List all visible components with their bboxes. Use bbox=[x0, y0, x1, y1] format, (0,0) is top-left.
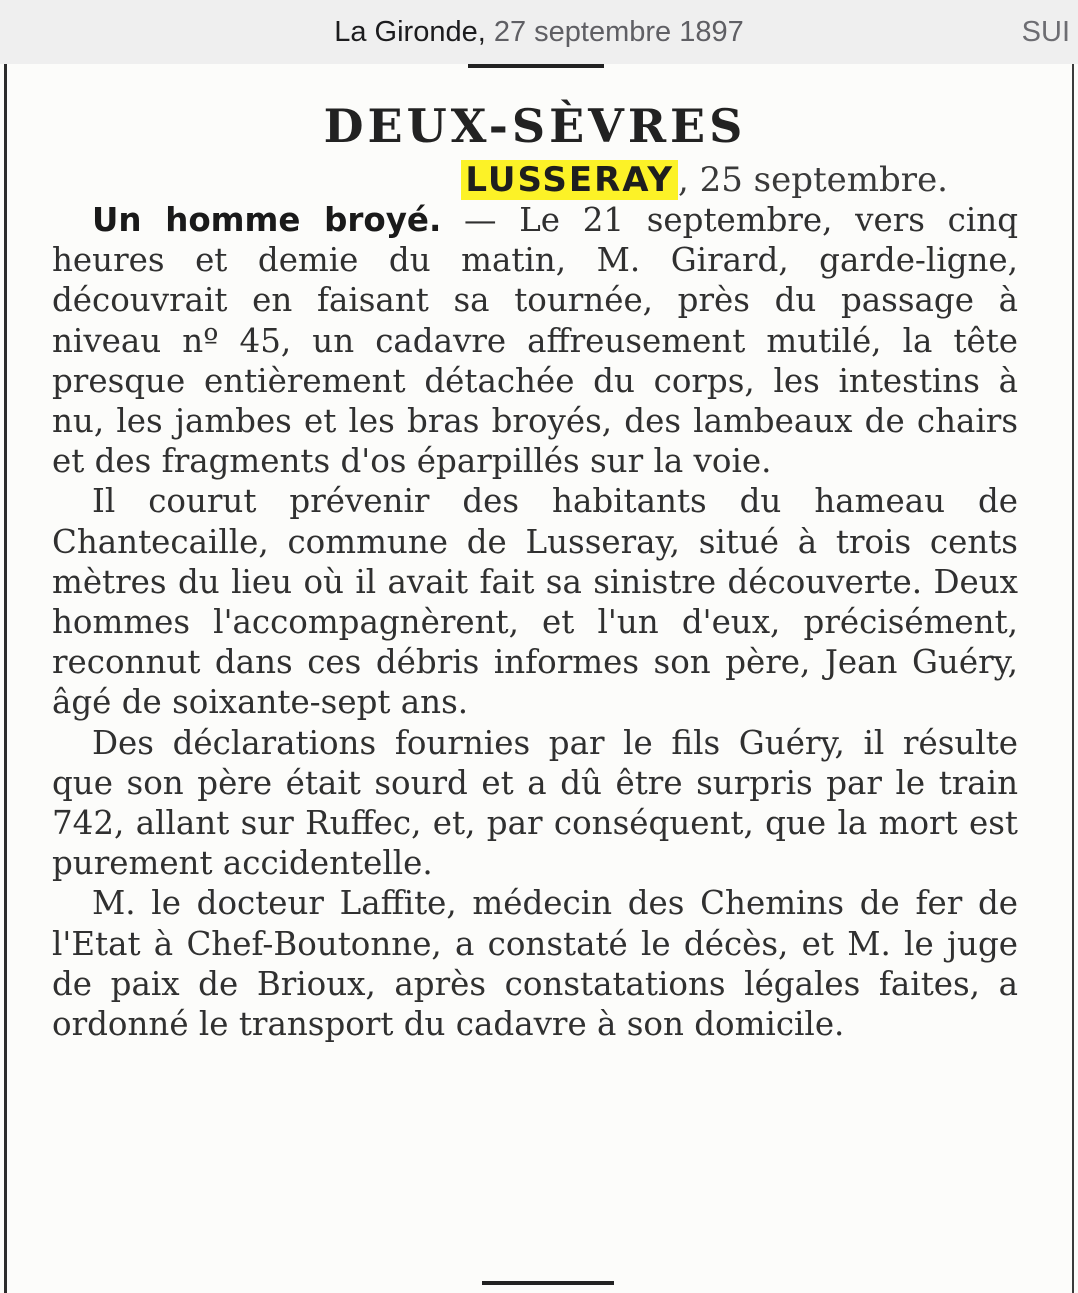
lead-title: Un homme broyé. bbox=[92, 201, 442, 239]
paragraph-1-text: — Le 21 septembre, vers cinq heures et demie du matin, M. Girard, garde-ligne, découvrait en faisant sa tournée, près du passage à niveau nº 45, un cadavre affreusement mutilé, la tête presque entièrement détachée du corps, les intestins à nu, les jambes et les bras broyés, des lambeaux de chairs et des fragments d'os éparpillés sur la voie. bbox=[52, 201, 1018, 481]
paragraph-1 bbox=[52, 200, 1018, 481]
next-button[interactable]: SUI bbox=[1021, 16, 1070, 48]
article bbox=[52, 100, 1018, 1044]
column-rule-right bbox=[1072, 64, 1074, 1293]
column-rule-left bbox=[4, 64, 7, 1293]
separator-bottom bbox=[482, 1281, 614, 1285]
publication-date: 27 septembre 1897 bbox=[493, 16, 744, 48]
document-title bbox=[0, 14, 1078, 50]
top-bar bbox=[0, 0, 1078, 65]
paragraph-3: Des déclarations fournies par le fils Guéry, il résulte que son père était sourd et a dû être surpris par le train 742, allant sur Ruffec, et, par conséquent, que la mort est purement accidentelle. bbox=[52, 723, 1018, 883]
paragraph-2: Il courut prévenir des habitants du hameau de Chantecaille, commune de Lusseray, situé à trois cents mètres du lieu où il avait fait sa sinistre découverte. Deux hommes l'accompagnèrent, et l'un d'eux, précisément, reconnut dans ces débris informes son père, Jean Guéry, âgé de soixante-sept ans. bbox=[52, 482, 1018, 722]
dateline-date: , 25 septembre. bbox=[678, 160, 948, 200]
highlighted-place: LUSSERAY bbox=[461, 160, 678, 200]
paragraph-4: M. le docteur Laffite, médecin des Chemins de fer de l'Etat à Chef-Boutonne, a constaté le décès, et M. le juge de paix de Brioux, après constatations légales faites, a ordonné le transport du cadavre à son domicile. bbox=[52, 884, 1018, 1044]
separator-top bbox=[468, 64, 604, 68]
headline: DEUX-SÈVRES bbox=[323, 99, 747, 153]
publication-name: La Gironde, bbox=[334, 16, 486, 48]
dateline bbox=[52, 160, 1018, 200]
newspaper-clipping bbox=[0, 64, 1078, 1293]
